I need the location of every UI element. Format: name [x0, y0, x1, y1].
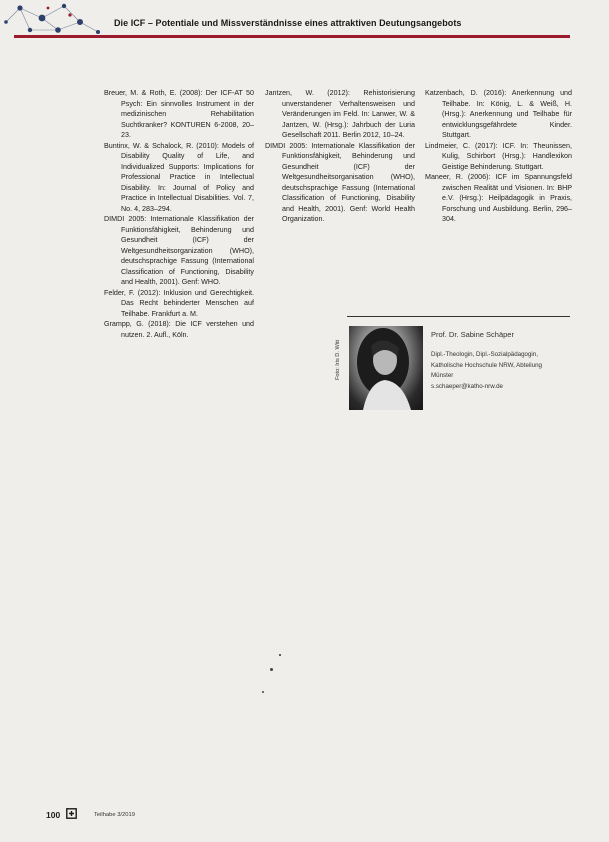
photo-credit: Foto: Iris D. Witt — [335, 339, 341, 380]
author-email: s.schaeper@katho-nrw.de — [431, 383, 503, 391]
author-detail-line: Katholische Hochschule NRW, Abteilung — [431, 361, 542, 369]
author-name: Prof. Dr. Sabine Schäper — [431, 330, 514, 339]
page-number: 100 — [46, 810, 61, 820]
reference-entry: DIMDI 2005: Internationale Klassifikation der Funktionsfähigkeit, Behinderung und Gesundheit (ICF) der Weltgesundheitsorganization (WHO), deutschsprachige Fassung (International Classification of Functioning, Disability and Health, 2001). Genf: WHO. — [104, 215, 254, 286]
reference-entry: Grampp, G. (2018): Die ICF verstehen und nutzen. 2. Aufl., Köln. — [104, 320, 254, 339]
reference-entry: DIMDI 2005: Internationale Klassifikation der Funktionsfähigkeit, Behinderung und Gesundheit (ICF) der Weltgesundheitsorganisation (WHO), deutschsprachige Fassung (International Classification of Functioning, Disability and Health, 2001). Genf: World Health Organization. — [265, 141, 415, 223]
running-header-title: Die ICF – Potentiale und Missverständnisse eines attraktiven Deutungsangebots — [114, 18, 462, 28]
reference-entry: Maneer, R. (2006): ICF im Spannungsfeld zwischen Realität und Visionen. In: BHP e.V. (Hrsg.): Heilpädagogik in Praxis, Forschung und Ausbildung. Berlin, 296–304. — [425, 173, 572, 223]
author-detail-line: Dipl.-Theologin, Dipl.-Sozialpädagogin, — [431, 351, 538, 358]
scan-speck — [270, 668, 273, 671]
author-photo — [349, 326, 423, 410]
journal-name: Teilhabe 3/2019 — [94, 812, 135, 818]
reference-entry: Katzenbach, D. (2016): Anerkennung und Teilhabe. In: König, L. & Weiß, H. (Hrsg.): Anerkennung und Teilhabe für entwicklungsgefährdete Kinder. Stuttgart. — [425, 89, 572, 139]
reference-entry: Buntinx, W. & Schalock, R. (2010): Models of Disability Quality of Life, and Individualized Supports: Implications for Professional Practice in Intellectual Disability. In: Journal of Policy and Practice in Intellectual Disabilities. Vol. 7, No. 4, 283–294. — [104, 141, 254, 213]
reference-entry: Felder, F. (2012): Inklusion und Gerechtigkeit. Das Recht behinderter Menschen auf Teilhabe. Frankfurt a. M. — [104, 288, 254, 318]
reference-entry: Jantzen, W. (2012): Rehistorisierung unverstandener Verhaltensweisen und Veränderungen im Feld. In: Lanwer, W. & Jantzen, W. (Hrsg.): Jahrbuch der Luria Gesellschaft 2011. Berlin 2012, 10–24. — [265, 89, 415, 139]
header-rule — [14, 35, 570, 38]
scan-speck — [279, 654, 281, 656]
references-column-1 — [104, 88, 254, 340]
references-column-2 — [265, 88, 415, 225]
author-detail-line: Münster — [431, 372, 454, 380]
scan-speck — [262, 691, 264, 693]
portrait-illustration — [349, 326, 423, 410]
author-details — [431, 350, 571, 393]
network-logo-icon — [0, 0, 110, 40]
journal-logo-icon — [66, 808, 77, 819]
author-box-rule — [347, 316, 570, 317]
reference-entry: Lindmeier, C. (2017): ICF. In: Theunissen, Kulig, Schirbort (Hrsg.): Handlexikon Geistige Behinderung. Stuttgart. — [425, 141, 572, 171]
reference-entry: Breuer, M. & Roth, E. (2008): Der ICF-AT 50 Psych: Ein sinnvolles Instrument in der medizinischen Rehabilitation Suchtkranker? KONTUREN 6-2008, 20–23. — [104, 89, 254, 139]
references-column-3 — [425, 88, 572, 225]
